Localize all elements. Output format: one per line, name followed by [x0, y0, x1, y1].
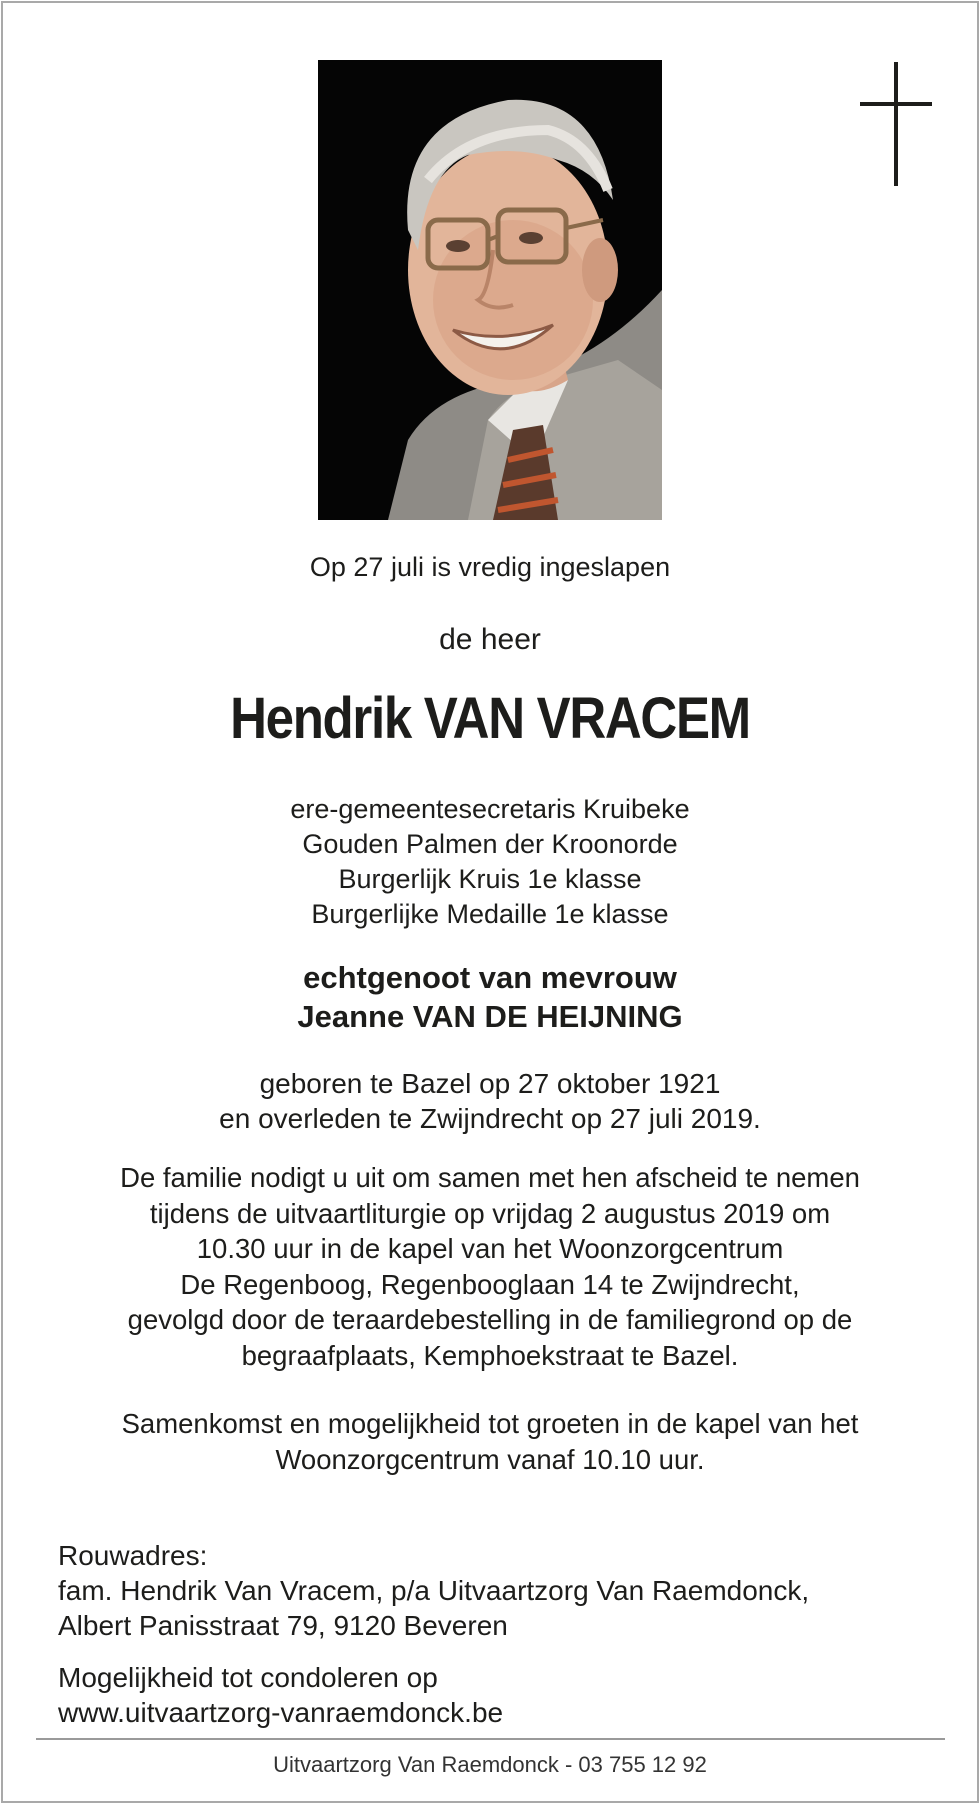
funeral-invitation [0, 1160, 980, 1373]
mourning-address-label: Rouwadres: [58, 1540, 208, 1571]
intro-text: Op 27 juli is vredig ingeslapen [309, 552, 671, 582]
invitation-line: 10.30 uur in de kapel van het Woonzorgcentrum [196, 1233, 784, 1264]
cross-icon [860, 62, 932, 186]
mourning-address-line: fam. Hendrik Van Vracem, p/a Uitvaartzorg Van Raemdonck, [58, 1575, 810, 1606]
title-line: Gouden Palmen der Kroonorde [302, 829, 678, 859]
footer-text: Uitvaartzorg Van Raemdonck - 03 755 12 92 [273, 1752, 707, 1777]
title-line: Burgerlijke Medaille 1e klasse [311, 899, 669, 929]
honorary-titles [0, 792, 980, 932]
condolence-label: Mogelijkheid tot condoleren op [58, 1662, 438, 1693]
invitation-line: De Regenboog, Regenbooglaan 14 te Zwijndrecht, [180, 1268, 800, 1300]
spouse-name: Jeanne VAN DE HEIJNING [297, 999, 683, 1034]
spouse-block [0, 958, 980, 1036]
gathering-info [0, 1406, 980, 1477]
footer-divider [36, 1738, 945, 1740]
spouse-relation: echtgenoot van mevrouw [303, 960, 677, 995]
invitation-line: begraafplaats, Kemphoekstraat te Bazel. [241, 1339, 739, 1371]
invitation-line: tijdens de uitvaartliturgie op vrijdag 2 augustus 2019 om [149, 1197, 831, 1229]
invitation-line: De familie nodigt u uit om samen met hen afscheid te nemen [120, 1162, 860, 1193]
salutation: de heer [439, 623, 541, 656]
title-line: ere-gemeentesecretaris Kruibeke [290, 794, 690, 824]
condolence-link[interactable]: www.uitvaartzorg-vanraemdonck.be [58, 1697, 504, 1728]
condolence-info [58, 1660, 503, 1730]
portrait-photo [318, 60, 662, 520]
gathering-line: Samenkomst en mogelijkheid tot groeten in de kapel van het [121, 1408, 859, 1439]
invitation-line: gevolgd door de teraardebestelling in de familiegrond op de [127, 1304, 853, 1335]
mourning-address-line: Albert Panisstraat 79, 9120 Beveren [58, 1610, 508, 1641]
gathering-line: Woonzorgcentrum vanaf 10.10 uur. [275, 1443, 705, 1475]
deceased-name: Hendrik VAN VRACEM [230, 686, 750, 751]
title-line: Burgerlijk Kruis 1e klasse [338, 864, 642, 894]
mourning-address [58, 1538, 809, 1643]
death-line: en overleden te Zwijndrecht op 27 juli 2019. [219, 1103, 761, 1134]
life-dates [0, 1066, 980, 1136]
birth-line: geboren te Bazel op 27 oktober 1921 [259, 1068, 721, 1099]
